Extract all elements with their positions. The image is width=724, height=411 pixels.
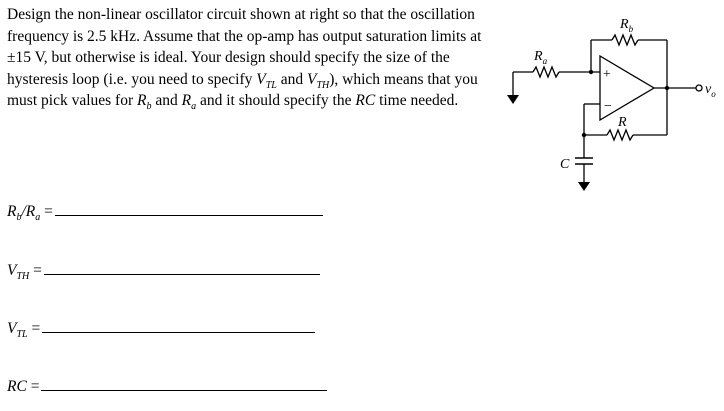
problem-text-4: and bbox=[151, 92, 182, 109]
rc-equals: = bbox=[26, 378, 40, 395]
ra-label-sub: a bbox=[542, 56, 548, 66]
vtl-answer-line[interactable] bbox=[42, 331, 315, 333]
problem-text-5: and it should specify the bbox=[196, 92, 356, 109]
output-terminal bbox=[696, 85, 702, 91]
c-label: C bbox=[560, 157, 570, 172]
ra-label-r: R bbox=[534, 49, 543, 64]
vtl-equals: = bbox=[27, 320, 41, 337]
problem-statement bbox=[7, 4, 492, 112]
oscillator-circuit-diagram bbox=[500, 0, 724, 200]
vth-label-v: V bbox=[7, 262, 17, 279]
ra-label bbox=[533, 49, 548, 66]
r-resistor bbox=[607, 130, 633, 140]
rb-resistor bbox=[612, 35, 638, 45]
vtl-label bbox=[7, 320, 28, 341]
rc-answer-line[interactable] bbox=[41, 389, 327, 391]
rb-label bbox=[619, 17, 634, 34]
answer-vth bbox=[7, 262, 320, 283]
answer-vtl bbox=[7, 320, 315, 341]
vtl-label-v: V bbox=[7, 320, 17, 337]
vth-label bbox=[7, 262, 30, 283]
problem-text-6: time needed. bbox=[375, 92, 459, 109]
rb-subscript: b bbox=[146, 101, 152, 113]
vo-label-v: v bbox=[705, 82, 712, 97]
vo-label bbox=[705, 82, 716, 99]
vth-subscript: TH bbox=[316, 79, 330, 91]
ra-subscript: a bbox=[191, 101, 197, 113]
rc-symbol: RC bbox=[355, 92, 376, 109]
ra-symbol: R bbox=[181, 92, 192, 109]
problem-text-2: and bbox=[276, 70, 307, 88]
inverting-sign: − bbox=[603, 99, 613, 114]
rb-label-r: R bbox=[620, 17, 629, 32]
ratio-answer-line[interactable] bbox=[55, 214, 323, 216]
junction-dot-output bbox=[665, 86, 669, 90]
cap-ground-icon bbox=[578, 182, 590, 191]
ratio-equals: = bbox=[40, 203, 53, 220]
ratio-label bbox=[7, 203, 41, 224]
answer-ratio bbox=[7, 203, 323, 224]
rb-label-sub: b bbox=[628, 24, 634, 34]
vtl-label-sub: TL bbox=[16, 329, 28, 341]
ratio-rb: R bbox=[7, 203, 17, 220]
vth-answer-line[interactable] bbox=[44, 273, 320, 275]
ratio-ra: R bbox=[25, 203, 36, 220]
vth-label-sub: TH bbox=[16, 271, 30, 283]
problem-text-1: Design the non-linear oscillator circuit shown at right so that the oscillation frequency is 2.5 kHz. Assume that the op-amp has output saturation limits at ±15 V, but otherwise is ideal. Your design should specify the size of the hysteresis loop (i.e. you need to specify bbox=[7, 6, 482, 88]
ra-resistor bbox=[533, 67, 559, 77]
rb-symbol: R bbox=[137, 92, 147, 109]
vtl-subscript: TL bbox=[265, 79, 277, 91]
answer-rc bbox=[7, 378, 327, 396]
r-label: R bbox=[618, 115, 627, 130]
ratio-rb-sub: b bbox=[16, 212, 22, 224]
rc-label: RC bbox=[7, 378, 27, 395]
problem-text-3: ), which means that you must pick values for bbox=[7, 70, 478, 109]
left-ground-icon bbox=[507, 95, 519, 104]
junction-dot-plus bbox=[589, 70, 593, 74]
vth-equals: = bbox=[29, 262, 42, 279]
ratio-slash: / bbox=[21, 203, 26, 220]
vtl-symbol: V bbox=[256, 70, 266, 88]
vo-label-sub: o bbox=[711, 89, 716, 99]
junction-dot-cap bbox=[582, 133, 586, 137]
noninverting-sign: + bbox=[602, 67, 612, 82]
vth-symbol: V bbox=[306, 70, 317, 88]
ratio-ra-sub: a bbox=[35, 212, 41, 224]
